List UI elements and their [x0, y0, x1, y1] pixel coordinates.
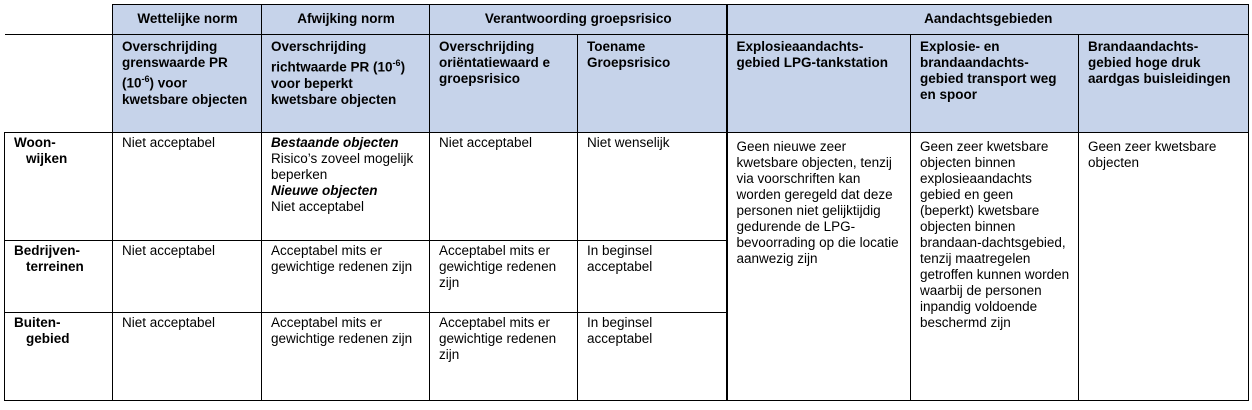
table-cell: Niet acceptabel: [113, 133, 262, 241]
risk-norms-table: [4, 4, 1249, 401]
column-header-richtwaarde-pr-part2: ) voor beperkt kwetsbare objecten: [271, 59, 406, 107]
row-label: [5, 241, 113, 313]
table-cell: In beginsel acceptabel: [578, 241, 727, 313]
column-header-grenswaarde-pr-part1: Overschrijding grenswaarde PR (10: [122, 39, 228, 91]
column-header-richtwaarde-pr-exponent: -6: [392, 58, 401, 68]
cell-text: Niet acceptabel: [271, 199, 365, 214]
table-cell: Niet acceptabel: [430, 133, 578, 241]
group-header-row: [5, 5, 1249, 35]
table-cell: Acceptabel mits er gewichtige redenen zijn: [262, 241, 430, 313]
table-cell: Acceptabel mits er gewichtige redenen zijn: [262, 313, 430, 401]
column-header-transport-weg-spoor: Explosie- en brandaandachts-gebied transport weg en spoor: [911, 35, 1079, 133]
group-header-aandachtsgebieden: Aandachtsgebieden: [727, 5, 1249, 35]
column-header-grenswaarde-pr-exponent: -6: [141, 74, 150, 84]
row-label-line: Bedrijven-: [14, 243, 81, 258]
column-header-toename-groepsrisico: Toename Groepsrisico: [578, 35, 727, 133]
row-label: [5, 133, 113, 241]
cell-text: Risico’s zoveel mogelijk beperken: [271, 151, 414, 182]
column-header-grenswaarde-pr: [113, 35, 262, 133]
row-label-line: gebied: [26, 331, 70, 346]
row-label-line: Buiten-: [14, 315, 61, 330]
row-label-line: Woon-: [14, 135, 56, 150]
merged-cell-transport: Geen zeer kwetsbare objecten binnen explosieaandachts gebied en geen (beperkt) kwetsbare objecten binnen brandaan-dachtsgebied, tenzij maatregelen getroffen kunnen worden waarbij de personen inpandig voldoende beschermd zijn: [911, 133, 1079, 401]
table-cell: Niet acceptabel: [113, 241, 262, 313]
column-header-blank: [5, 35, 113, 133]
group-header-verantwoording-groepsrisico: Verantwoording groepsrisico: [430, 5, 727, 35]
column-header-orientatiewaarde: Overschrijding oriëntatiewaard e groepsrisico: [430, 35, 578, 133]
corner-cell: [5, 5, 113, 35]
row-label: [5, 313, 113, 401]
row-label-line: terreinen: [26, 259, 84, 274]
table-row: [5, 133, 1249, 241]
row-label-line: wijken: [26, 151, 68, 166]
table-cell: Acceptabel mits er gewichtige redenen zijn: [430, 241, 578, 313]
table-cell: Acceptabel mits er gewichtige redenen zijn: [430, 313, 578, 401]
subheading-bestaande: Bestaande objecten: [271, 135, 399, 150]
table-cell: Niet acceptabel: [113, 313, 262, 401]
group-header-afwijking-norm: Afwijking norm: [262, 5, 430, 35]
column-header-lpg-tankstation: Explosieaandachts-gebied LPG-tankstation: [727, 35, 911, 133]
table-cell: In beginsel acceptabel: [578, 313, 727, 401]
subheading-nieuwe: Nieuwe objecten: [271, 183, 378, 198]
group-header-wettelijke-norm: Wettelijke norm: [113, 5, 262, 35]
column-header-row: [5, 35, 1249, 133]
column-header-richtwaarde-pr-part1: Overschrijding richtwaarde PR (10: [271, 39, 393, 75]
merged-cell-lpg: Geen nieuwe zeer kwetsbare objecten, tenzij via voorschriften kan worden geregeld dat deze personen niet gelijktijdig gedurende de LPG-bevoorrading op die locatie aanwezig zijn: [727, 133, 911, 401]
column-header-richtwaarde-pr: [262, 35, 430, 133]
merged-cell-aardgas: Geen zeer kwetsbare objecten: [1079, 133, 1249, 401]
column-header-aardgas-buisleidingen: Brandaandachts-gebied hoge druk aardgas buisleidingen: [1079, 35, 1249, 133]
column-header-grenswaarde-pr-part2: ) voor kwetsbare objecten: [122, 75, 248, 107]
table-cell: Niet wenselijk: [578, 133, 727, 241]
table-cell: [262, 133, 430, 241]
